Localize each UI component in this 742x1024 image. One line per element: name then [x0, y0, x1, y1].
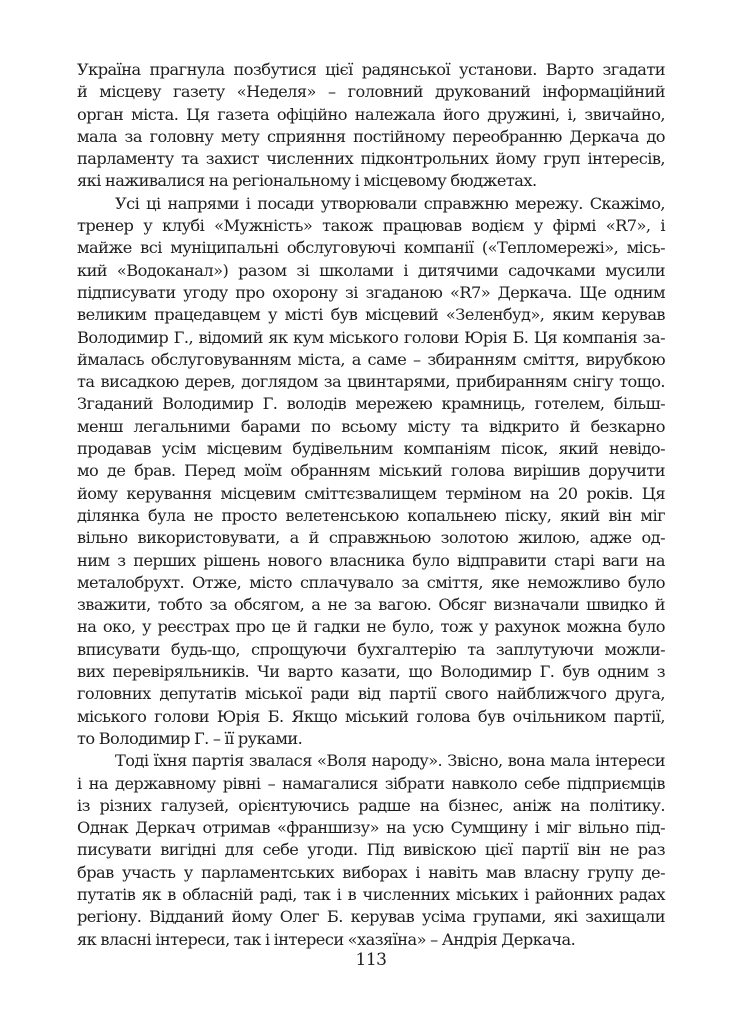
text-line: мала за головну мету сприяння постійному переобранню Деркача до: [77, 126, 665, 146]
text-line: головних депутатів міської ради від партії свого найближчого друга,: [77, 684, 665, 704]
text-line: парламенту та захист численних підконтрольних йому груп інтересів,: [77, 149, 665, 169]
text-line: кий «Водоканал») разом зі школами і дитячими садочками мусили: [77, 260, 665, 280]
text-line: Тоді їхня партія звалася «Воля народу». Звісно, вона мала інтереси: [115, 751, 665, 771]
paragraph-1: [77, 59, 665, 193]
text-line: вільно використовувати, а й справжньою золотою жилою, адже од-: [77, 528, 665, 548]
text-line: то Володимир Г. – її руками.: [77, 728, 303, 748]
text-line: металобрухт. Отже, місто сплачувало за сміття, яке неможливо було: [77, 572, 665, 592]
text-line: Україна прагнула позбутися цієї радянської установи. Варто згадати: [77, 60, 665, 79]
text-line: ймалась обслуговуванням міста, а саме – збиранням сміття, вирубкою: [77, 349, 665, 369]
text-line: Усі ці напрями і посади утворювали справжню мережу. Скажімо,: [115, 193, 665, 213]
paragraph-3: [77, 750, 665, 951]
text-line: йому керування місцевим сміттєзвалищем терміном на 20 років. Ця: [77, 483, 665, 503]
text-line: путатів як в обласній раді, так і в численних міських і районних радах: [77, 884, 665, 904]
text-line: які наживалися на регіональному і місцевому бюджетах.: [77, 171, 537, 191]
text-line: і на державному рівні – намагалися зібрати навколо себе підприємців: [77, 773, 665, 793]
text-line: писувати вигідні для себе угоди. Під вивіскою цієї партії він не раз: [77, 840, 665, 860]
text-line: Однак Деркач отримав «франшизу» на усю Сумщину і міг вільно під-: [77, 818, 665, 838]
text-line: міського голови Юрія Б. Якщо міський голова був очільником партії,: [77, 706, 665, 726]
text-line: тренер у клубі «Мужність» також працював водієм у фірмі «R7», і: [77, 216, 665, 236]
text-line: великим працедавцем у місті був місцевий «Зеленбуд», яким керував: [77, 305, 665, 325]
text-line: із різних галузей, орієнтуючись радше на бізнес, аніж на політику.: [77, 795, 665, 815]
body-text: [77, 59, 665, 951]
text-line: мо де брав. Перед моїм обранням міський голова вирішив доручити: [77, 461, 665, 481]
paragraph-2: [77, 193, 665, 750]
text-line: ним з перших рішень нового власника було відправити старі ваги на: [77, 550, 665, 570]
text-line: Згаданий Володимир Г. володів мережею крамниць, готелем, більш-: [77, 394, 665, 414]
text-line: як власні інтереси, так і інтереси «хазяїна» – Андрія Деркача.: [77, 929, 576, 949]
text-line: вих перевіряльників. Чи варто казати, що Володимир Г. був одним з: [77, 662, 665, 682]
text-line: Володимир Г., відомий як кум міського голови Юрія Б. Ця компанія за-: [77, 327, 665, 347]
text-line: продавав усім місцевим будівельним компаніям пісок, який невідо-: [77, 439, 665, 459]
text-line: вписувати будь-що, спрощуючи бухгалтерію та заплутуючи можли-: [77, 639, 665, 659]
text-line: та висадкою дерев, доглядом за цвинтарями, прибиранням снігу тощо.: [77, 372, 665, 392]
text-line: зважити, тобто за обсягом, а не за вагою. Обсяг визначали швидко й: [77, 595, 665, 615]
text-line: менш легальними барами по всьому місту та відкрито й безкарно: [77, 416, 665, 436]
text-line: брав участь у парламентських виборах і навіть мав власну групу де-: [77, 862, 665, 882]
text-line: й місцеву газету «Неделя» – головний друкований інформаційний: [77, 82, 665, 102]
text-line: майже всі муніципальні обслуговуючі компанії («Тепломережі», місь-: [77, 238, 665, 258]
text-line: орган міста. Ця газета офіційно належала його дружині, і, звичайно,: [77, 104, 665, 124]
page-number: 113: [355, 950, 387, 970]
text-line: підписувати угоду про охорону зі згаданою «R7» Деркача. Ще одним: [77, 282, 665, 302]
text-line: регіону. Відданий йому Олег Б. керував усіма групами, які захищали: [77, 907, 665, 927]
text-line: на око, у реєстрах про це й гадки не було, тож у рахунок можна було: [77, 617, 665, 637]
text-line: ділянка була не просто велетенською копальнею піску, який він міг: [77, 505, 665, 525]
